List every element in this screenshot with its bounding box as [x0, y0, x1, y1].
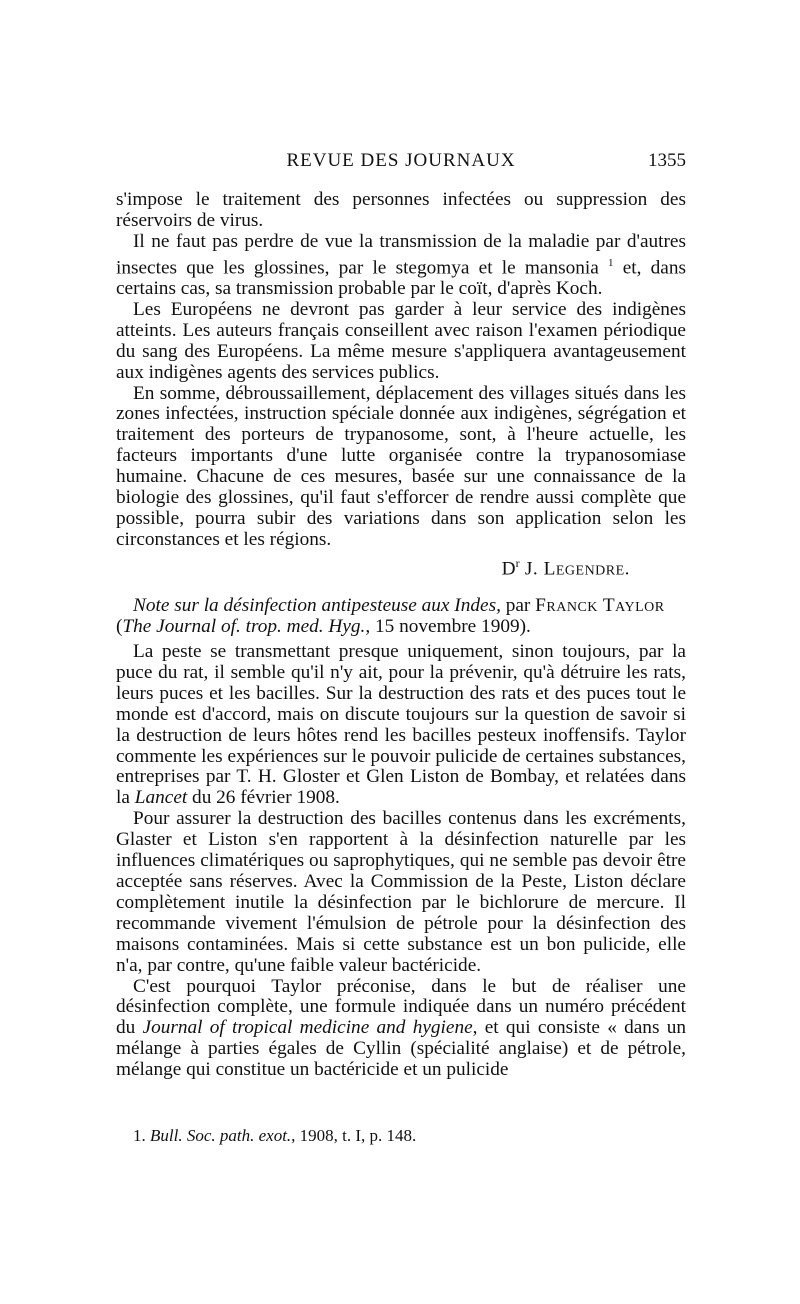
footnote-details: , 1908, t. I, p. 148. [291, 1126, 417, 1145]
paragraph [116, 977, 686, 1082]
review-title: Note sur la désinfection antipesteuse aux Indes, [133, 595, 501, 616]
paragraph: s'impose le traitement des personnes infectées ou suppression des réservoirs de virus. [116, 189, 686, 231]
text-span: , et qui consiste « dans un mélange à parties égales de Cyllin (spécialité anglaise) et de pétrole, mélange qui constitue un bactéricide et un pulicide [116, 1017, 686, 1081]
footnote-reference: Bull. Soc. path. exot. [150, 1126, 292, 1145]
signature-sup: r [515, 555, 520, 570]
footnote-marker: 1 [608, 256, 614, 269]
text-span: La peste se transmettant presque uniquement, sinon toujours, par la puce du rat, il semble qu'il n'y ait, pour la prévenir, qu'à détruire les rats, leurs puces et les bacilles. Sur la destruction des rats et des puces tout le monde est d'accord, mais on discute toujours sur la question de savoir si la destruction de leurs hôtes rend les bacilles pesteux inoffensifs. Taylor commente les expériences sur le pouvoir pulicide de certaines substances, entreprises par T. H. Gloster et Glen Liston de Bombay, et relatées dans la [116, 641, 686, 809]
paragraph: Les Européens ne devront pas garder à leur service des indigènes atteints. Les auteurs français conseillent avec raison l'examen périodique du sang des Européens. La même mesure s'appliquera avantageusement aux indigènes agents des services publics. [116, 298, 686, 383]
text-span: du 26 février 1908. [187, 787, 340, 809]
journal-name: Journal of tropical medicine and hygiene [142, 1017, 473, 1039]
text-span: Il ne faut pas perdre de vue la transmission de la maladie par d'autres insectes que les glossines, par le stegomya et le mansonia [116, 230, 686, 279]
article-continuation [116, 190, 686, 580]
source-journal: The Journal of. trop. med. Hyg. [122, 616, 366, 637]
review-author: Franck Taylor [535, 595, 665, 616]
footnote [133, 1126, 416, 1146]
paragraph [116, 232, 686, 300]
signature-prefix: D [501, 558, 516, 580]
text-span: et, dans certains cas, sa transmission probable par le coït, d'après Koch. [116, 257, 686, 300]
review-body [116, 642, 686, 1081]
paragraph: En somme, débroussaillement, déplacement des villages situés dans les zones infectées, instruction spéciale donnée aux indigènes, ségrégation et traitement des porteurs de trypanosome, sont, à l'heure actuelle, les facteurs importants d'une lutte organisée contre la trypanosomiase humaine. Chacune de ces mesures, basée sur une connaissance de la biologie des glossines, qu'il faut s'efforcer de rendre aussi complète que possible, pourra subir des variations dans son application selon les circonstances et les régions. [116, 382, 686, 550]
running-title: REVUE DES JOURNAUX [286, 150, 516, 171]
running-head [116, 150, 686, 176]
source-open: ( [116, 616, 123, 637]
author-signature [116, 553, 686, 580]
source-date: , 15 novembre 1909). [365, 616, 531, 637]
review-heading [116, 595, 686, 637]
paragraph: Pour assurer la destruction des bacilles contenus dans les excréments, Glaster et Liston s'en rapportent à la désinfection naturelle par les influences climatériques ou saprophytiques, qui ne semble pas devoir être acceptée sans réserves. Avec la Commission de la Peste, Liston déclare complètement inutile la désinfection par le bichlorure de mercure. Il recommande vivement l'émulsion de pétrole pour la désinfection des maisons contaminées. Mais si cette substance est un bon pulicide, elle n'a, par contre, qu'une faible valeur bactéricide. [116, 808, 686, 976]
text-span: C'est pourquoi Taylor préconise, dans le but de réaliser une désinfection complète, une formule indiquée dans un numéro précédent du [116, 975, 686, 1039]
footnote-number: 1. [133, 1126, 146, 1145]
review-source-line [116, 616, 686, 637]
review-title-line [116, 595, 686, 616]
journal-name: Lancet [134, 787, 188, 809]
page-number: 1355 [648, 150, 686, 171]
review-by: par [500, 595, 536, 616]
signature-name: J. Legendre. [519, 558, 630, 580]
paragraph [116, 642, 686, 809]
